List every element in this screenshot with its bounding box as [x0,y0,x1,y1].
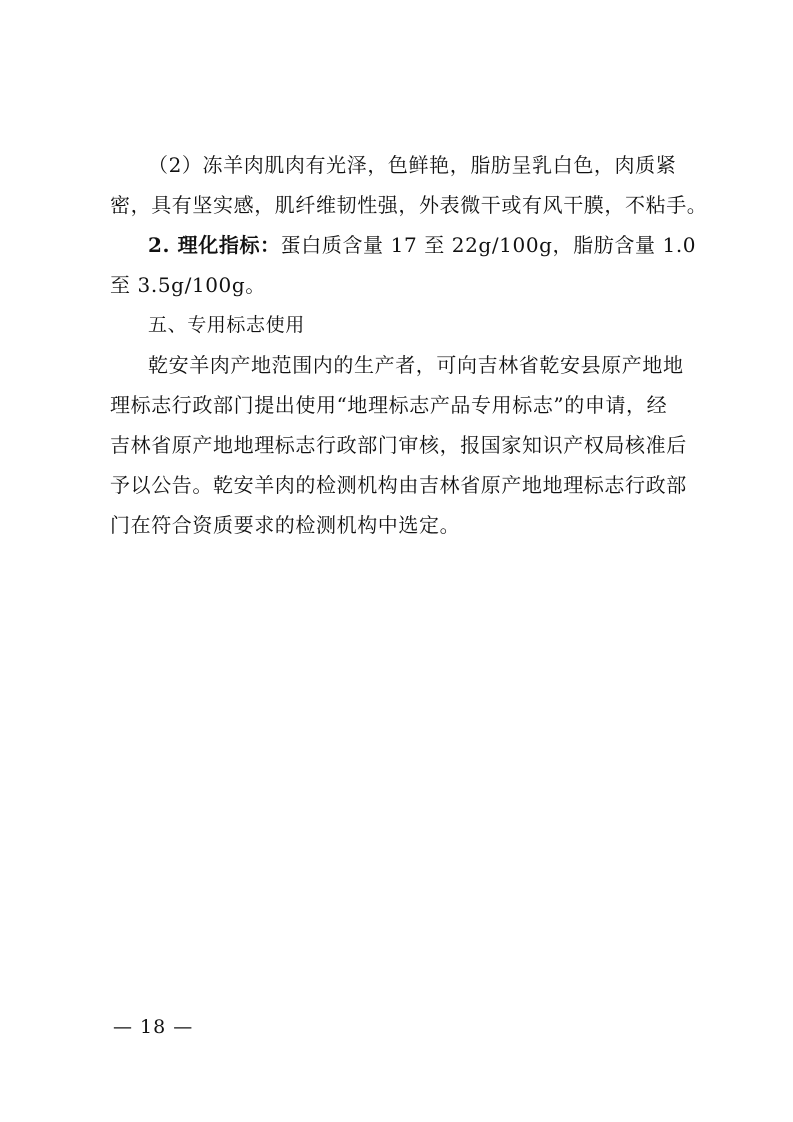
physchem-paragraph [110,225,695,265]
paragraph-line: 乾安羊肉产地范围内的生产者，可向吉林省乾安县原产地地 [148,353,684,377]
paragraph-line: 理标志行政部门提出使用“地理标志产品专用标志”的申请，经 [110,393,668,417]
document-body [110,145,708,545]
paragraph-line: 予以公告。乾安羊肉的检测机构由吉林省原产地地理标志行政部 [110,473,687,497]
paragraph-line: 门在符合资质要求的检测机构中选定。 [110,513,461,537]
physchem-text: 蛋白质含量 17 至 22g/100g，脂肪含量 1.0 [280,233,697,257]
paragraph-line: 密，具有坚实感，肌纤维韧性强，外表微干或有风干膜，不粘手。 [110,193,708,217]
paragraph-line: 吉林省原产地地理标志行政部门审核，报国家知识产权局核准后 [110,433,687,457]
page-number: — 18 — [113,1016,194,1038]
section-heading: 五、专用标志使用 [148,314,305,336]
paragraph-line: 至 3.5g/100g。 [110,273,266,297]
paragraph-line: （2）冻羊肉肌肉有光泽，色鲜艳，脂肪呈乳白色，肉质紧 [148,153,677,177]
physchem-label: 2. 理化指标： [148,233,281,257]
